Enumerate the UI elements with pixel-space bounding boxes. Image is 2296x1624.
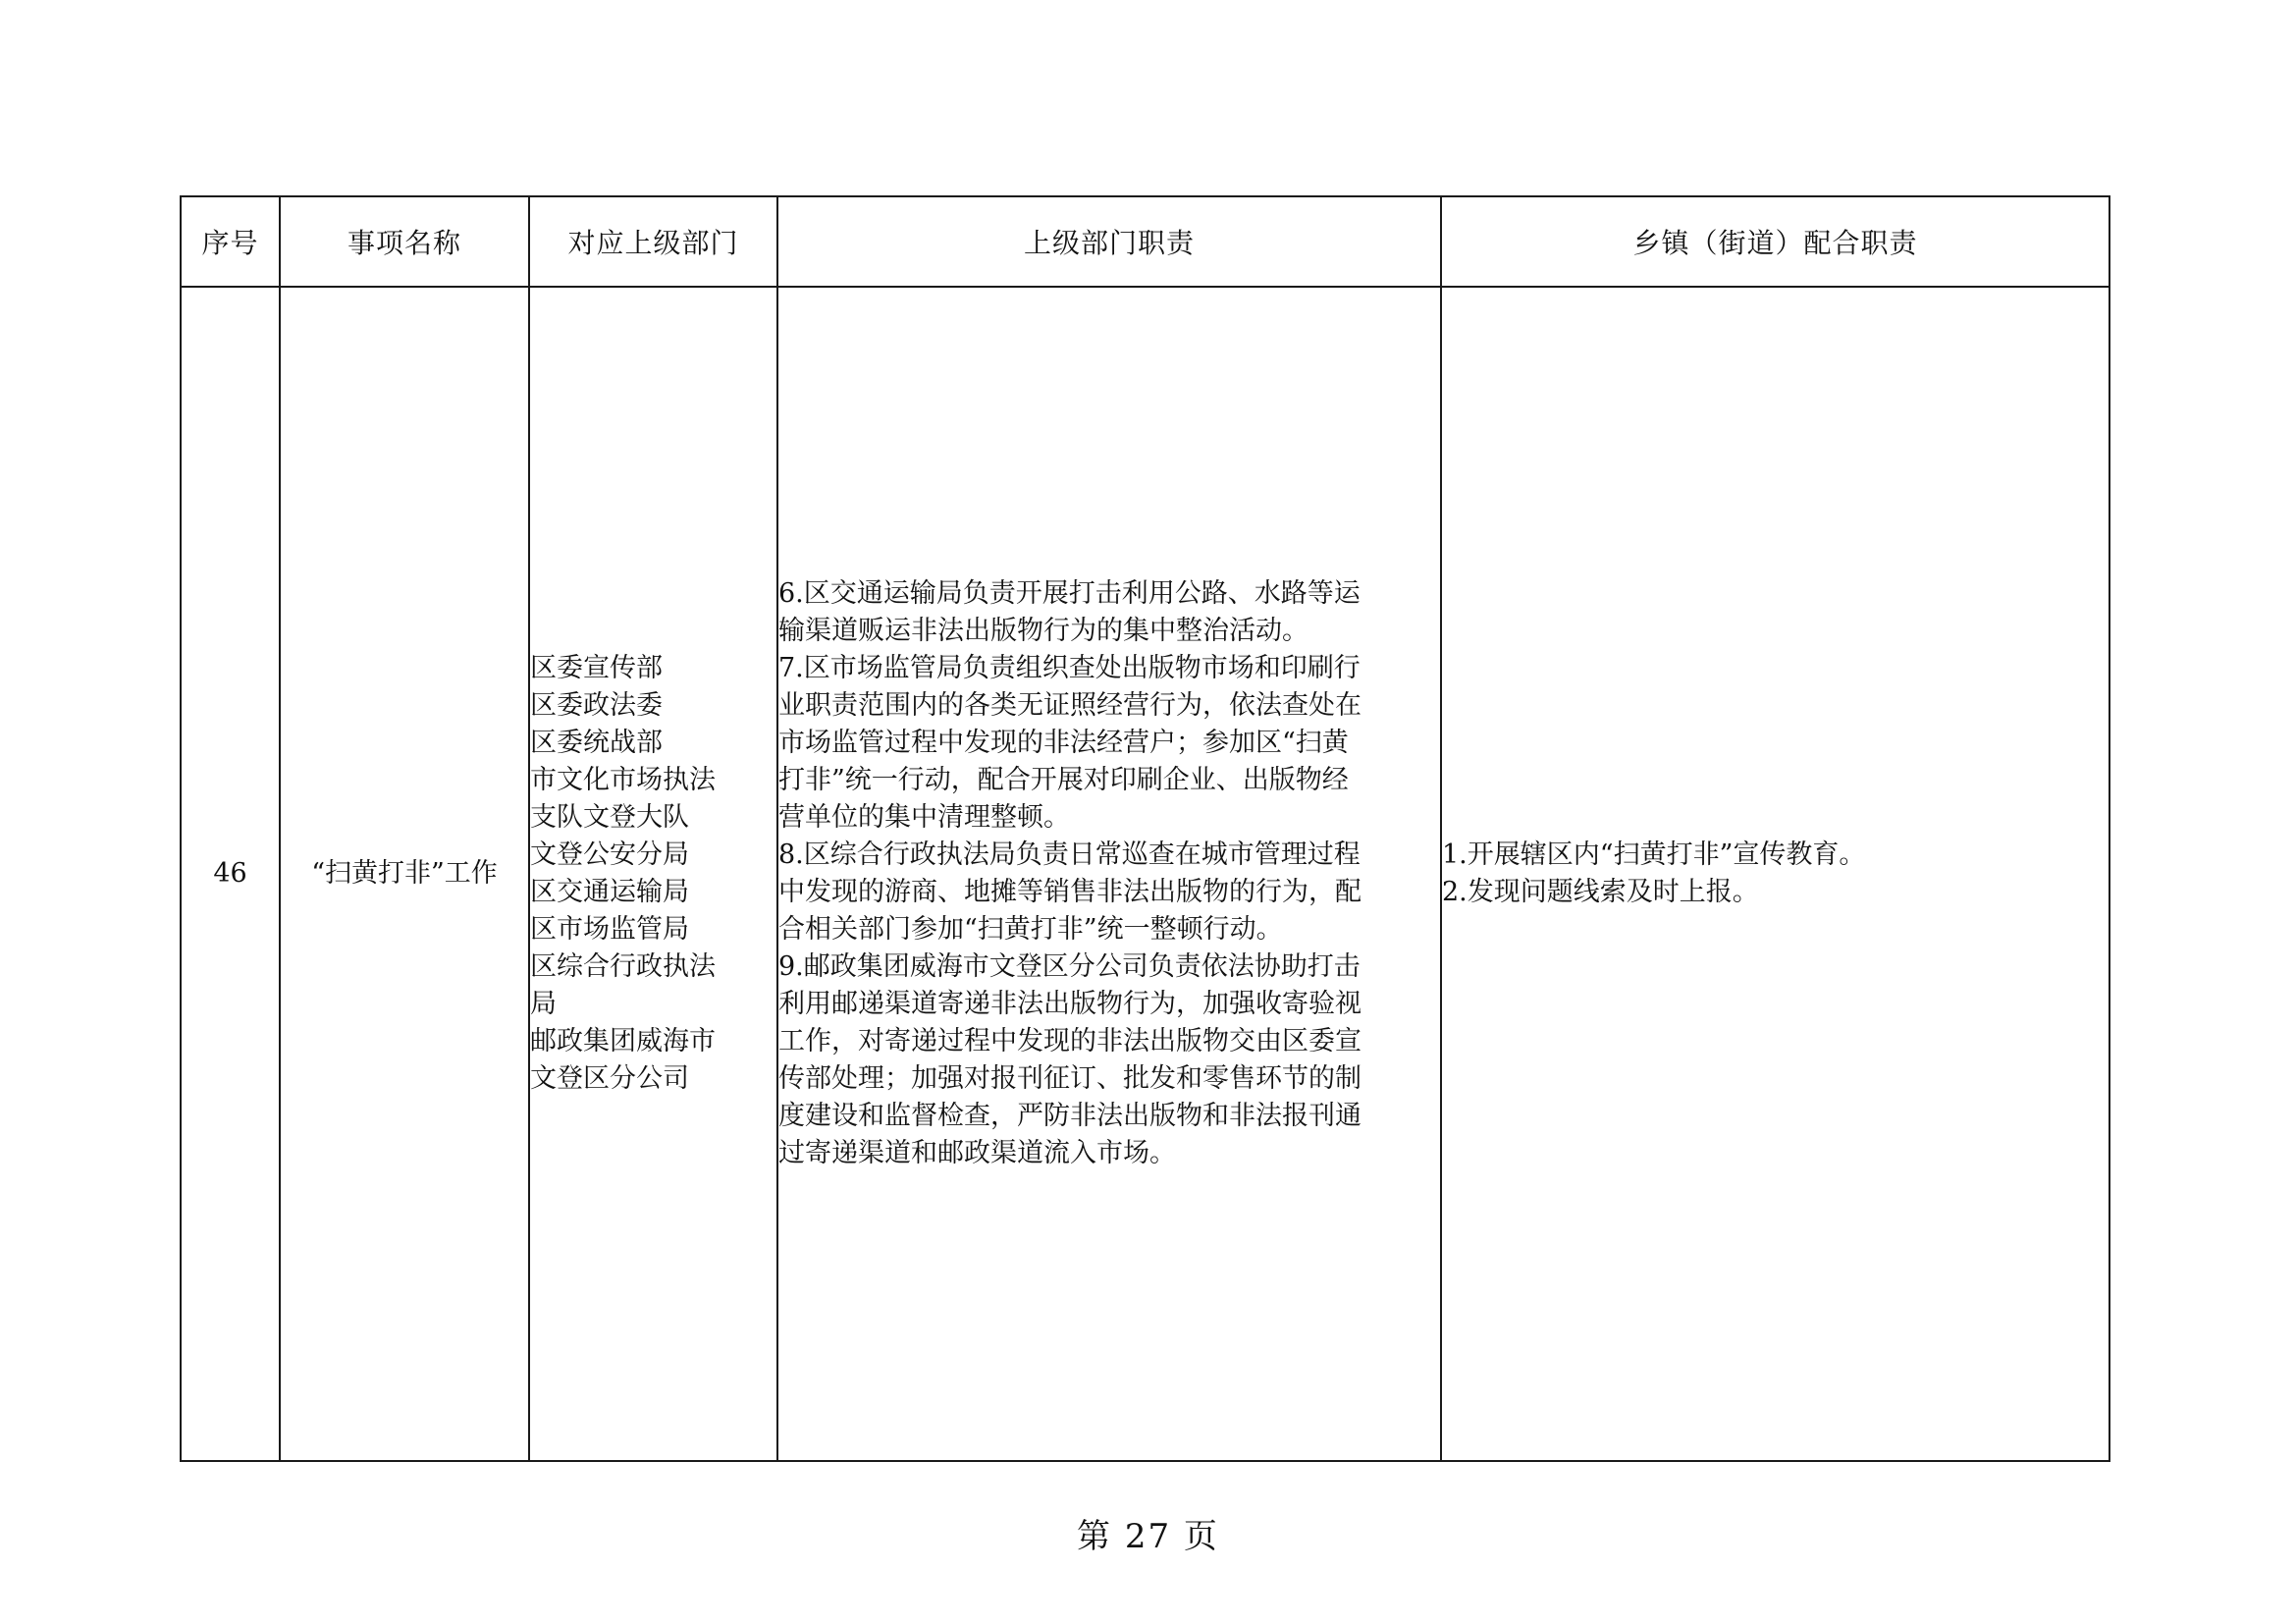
duty-line: 中发现的游商、地摊等销售非法出版物的行为，配 — [778, 877, 1362, 907]
responsibility-table — [180, 195, 2110, 1462]
department-line: 邮政集团威海市 — [530, 1026, 716, 1056]
duty-line: 9.邮政集团威海市文登区分公司负责依法协助打击 — [778, 951, 1361, 982]
row-item-name: “扫黄打非”工作 — [280, 287, 529, 1461]
header-superior-department: 对应上级部门 — [529, 196, 777, 287]
duty-line: 6.区交通运输局负责开展打击利用公路、水路等运 — [778, 578, 1361, 609]
department-line: 支队文登大队 — [530, 802, 689, 833]
header-item-name: 事项名称 — [280, 196, 529, 287]
department-line: 区委政法委 — [530, 690, 663, 721]
department-line: 区交通运输局 — [530, 877, 689, 907]
department-line: 市文化市场执法 — [530, 765, 716, 795]
page-number: 第 27 页 — [1077, 1517, 1219, 1556]
header-number: 序号 — [181, 196, 280, 287]
duty-line: 过寄递渠道和邮政渠道流入市场。 — [778, 1138, 1176, 1168]
department-line: 区委统战部 — [530, 728, 663, 758]
duty-line: 打非”统一行动，配合开展对印刷企业、出版物经 — [778, 765, 1349, 795]
row-number: 46 — [181, 287, 280, 1461]
duty-line: 输渠道贩运非法出版物行为的集中整治活动。 — [778, 616, 1308, 646]
department-line: 局 — [530, 989, 557, 1019]
row-superior-duties — [777, 287, 1441, 1461]
duty-line: 业职责范围内的各类无证照经营行为，依法查处在 — [778, 690, 1362, 721]
header-superior-duties: 上级部门职责 — [777, 196, 1441, 287]
duty-line: 工作，对寄递过程中发现的非法出版物交由区委宣 — [778, 1026, 1362, 1056]
duty-line: 合相关部门参加“扫黄打非”统一整顿行动。 — [778, 914, 1283, 945]
duty-line: 7.区市场监管局负责组织查处出版物市场和印刷行 — [778, 653, 1361, 683]
row-departments — [529, 287, 777, 1461]
department-line: 区市场监管局 — [530, 914, 689, 945]
duty-line: 度建设和监督检查，严防非法出版物和非法报刊通 — [778, 1101, 1362, 1131]
row-town-duties — [1441, 287, 2109, 1461]
department-line: 区综合行政执法 — [530, 951, 716, 982]
duty-line: 传部处理；加强对报刊征订、批发和零售环节的制 — [778, 1063, 1362, 1094]
department-line: 文登公安分局 — [530, 839, 689, 870]
table-row — [181, 287, 2109, 1461]
department-line: 文登区分公司 — [530, 1063, 689, 1094]
header-town-duties: 乡镇（街道）配合职责 — [1441, 196, 2109, 287]
duty-line: 营单位的集中清理整顿。 — [778, 802, 1070, 833]
duty-line: 8.区综合行政执法局负责日常巡查在城市管理过程 — [778, 839, 1361, 870]
duty-line: 利用邮递渠道寄递非法出版物行为，加强收寄验视 — [778, 989, 1362, 1019]
table-header-row — [181, 196, 2109, 287]
duty-line: 市场监管过程中发现的非法经营户；参加区“扫黄 — [778, 728, 1349, 758]
department-line: 区委宣传部 — [530, 653, 663, 683]
town-duty-line: 2.发现问题线索及时上报。 — [1442, 877, 1759, 907]
town-duty-line: 1.开展辖区内“扫黄打非”宣传教育。 — [1442, 839, 1866, 870]
